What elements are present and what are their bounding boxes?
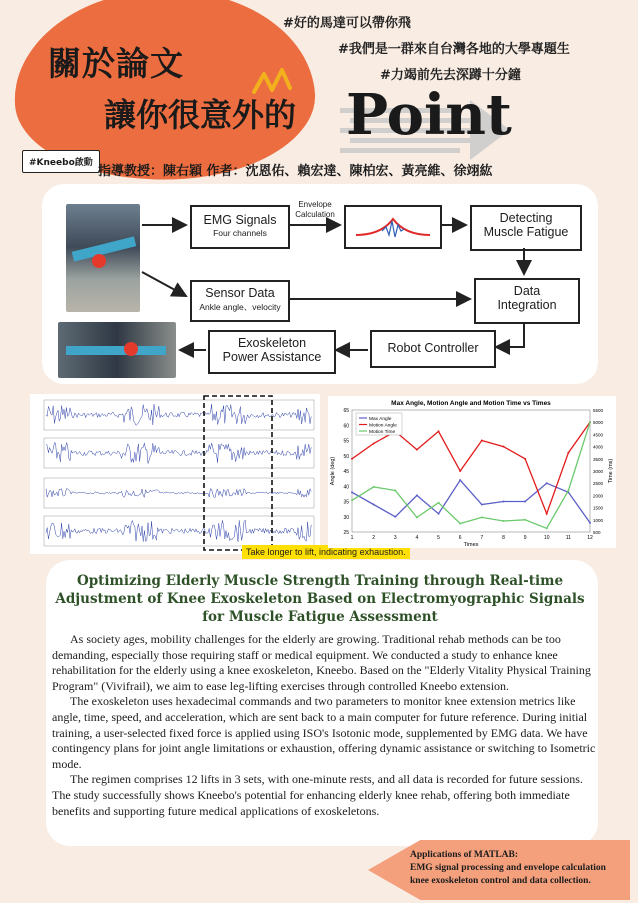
paper-body: [52, 632, 600, 819]
y-tick-label: 50: [343, 453, 349, 460]
data-point: [416, 516, 418, 518]
x-tick-label: 9: [523, 535, 527, 541]
data-point: [589, 522, 591, 524]
x-tick-label: 12: [587, 535, 593, 541]
x-tick-label: 7: [480, 535, 484, 541]
data-point: [438, 430, 440, 432]
data-point: [351, 499, 353, 501]
y2-tick-label: 4500: [593, 432, 604, 438]
hashtag-2: #我們是一群來自台灣各地的大學專題生: [338, 42, 570, 57]
x-tick-label: 4: [415, 535, 419, 541]
y-tick-label: 35: [343, 499, 349, 506]
y-tick-label: 40: [343, 484, 349, 491]
data-integration-line1: Data: [513, 284, 541, 298]
data-point: [589, 421, 591, 423]
chart-title: Max Angle, Motion Angle and Motion Time vs Times: [391, 400, 551, 407]
emg-signals-title: EMG Signals: [203, 213, 277, 227]
data-point: [438, 502, 440, 504]
data-point: [546, 527, 548, 529]
y-tick-label: 65: [343, 408, 349, 414]
data-point: [524, 519, 526, 521]
y-axis-label: Angle (deg): [330, 456, 336, 486]
kneebo-badge: #Kneebo啟動: [22, 150, 100, 173]
emg-signal-panel: [30, 394, 320, 554]
paper-title-line2: Adjustment of Knee Exoskeleton Based on Electromyographic Signals: [55, 591, 585, 607]
paper-paragraph-1: As society ages, mobility challenges for the elderly are growing. Traditional rehab methods can be too demanding, especially those requiring staff or medical equipment. We conducted a study to enhance knee rehabilitation for the elderly using a knee exoskeleton, Kneebo. Based on the "Elderly Vitality Physical Training Program" (Vivifrail), we aim to ease leg-lifting exercises through controlled Kneebo extension.: [52, 632, 591, 693]
data-point: [373, 443, 375, 445]
data-point: [373, 504, 375, 506]
exhaustion-note: Take longer to lift, indicating exhaustion.: [242, 545, 410, 559]
y-tick-label: 30: [343, 514, 349, 521]
page-title-line2: 讓你很意外的: [104, 96, 297, 134]
page-title-point: Point: [346, 82, 512, 148]
page-title-line1: 關於論文: [48, 44, 184, 83]
detecting-fatigue-line2: Muscle Fatigue: [483, 225, 569, 239]
matlab-note-line2: EMG signal processing and envelope calculation: [410, 863, 606, 873]
data-point: [394, 490, 396, 492]
detecting-fatigue-line1: Detecting: [499, 211, 553, 225]
y2-tick-label: 5500: [593, 408, 604, 413]
legend-label: Motion Angle: [369, 423, 397, 429]
x-tick-label: 1: [350, 535, 354, 541]
sensor-data-sub: Ankle angle、velocity: [199, 302, 281, 312]
paper-paragraph-3: The regimen comprises 12 lifts in 3 sets, with one-minute rests, and all data is recorded for future sessions. The study successfully shows Kneebo's potential for enhancing elderly knee rehab, offering both immediate benefits and supporting future medical applications of exoskeletons.: [52, 772, 583, 818]
legend-label: Max Angle: [369, 416, 392, 422]
data-point: [502, 501, 504, 503]
data-point: [567, 452, 569, 454]
y2-tick-label: 3000: [593, 469, 604, 474]
data-point: [502, 446, 504, 448]
hashtag-1: #好的馬達可以帶你飛: [283, 16, 411, 31]
x-axis-label: Times: [463, 542, 479, 548]
y-tick-label: 60: [343, 423, 349, 430]
emg-signals-sub: Four channels: [213, 228, 267, 238]
y2-tick-label: 500: [593, 530, 601, 535]
envelope-label-line1: Envelope: [298, 200, 332, 209]
data-point: [351, 491, 353, 493]
x-tick-label: 5: [437, 535, 440, 541]
sensor-data-title: Sensor Data: [205, 286, 275, 300]
angle-time-chart: [328, 396, 616, 548]
legend-label: Motion Time: [369, 429, 396, 435]
x-tick-label: 8: [502, 535, 505, 541]
data-point: [416, 449, 418, 451]
data-point: [524, 501, 526, 503]
x-tick-label: 10: [543, 535, 550, 541]
y2-axis-label: Time (ms): [608, 458, 614, 484]
data-point: [416, 494, 418, 496]
y2-tick-label: 2000: [593, 493, 604, 499]
data-point: [546, 513, 548, 515]
paper-title: [50, 572, 590, 626]
y2-tick-label: 4000: [593, 444, 604, 450]
data-point: [481, 516, 483, 518]
x-tick-label: 6: [458, 535, 462, 541]
paper-title-line1: Optimizing Elderly Muscle Strength Training through Real-time: [76, 573, 564, 589]
authors-line: 指導教授：陳右穎 作者：沈恩佑、賴宏達、陳柏宏、黃亮維、徐翊紘: [98, 164, 493, 179]
paper-title-line3: for Muscle Fatigue Assessment: [202, 609, 438, 625]
y2-tick-label: 3500: [593, 456, 604, 462]
exoskeleton-line1: Exoskeleton: [237, 336, 307, 350]
x-tick-label: 3: [393, 535, 397, 541]
data-point: [351, 458, 353, 460]
data-point: [481, 440, 483, 442]
hashtag-3: #力竭前先去深蹲十分鐘: [380, 68, 521, 83]
data-point: [438, 513, 440, 515]
y-tick-label: 55: [343, 438, 349, 445]
x-tick-label: 11: [565, 535, 571, 541]
chart-legend: [356, 413, 402, 435]
exoskeleton-line2: Power Assistance: [222, 350, 322, 364]
y2-tick-label: 2500: [593, 481, 604, 487]
y-tick-label: 25: [343, 530, 349, 536]
matlab-note-line3: knee exoskeleton control and data collection.: [410, 876, 591, 886]
workflow-arrows: [0, 0, 638, 400]
data-point: [459, 522, 461, 524]
data-point: [524, 458, 526, 460]
paper-paragraph-2: The exoskeleton uses hexadecimal commands and two parameters to monitor knee extension metrics like angle, time, speed, and acceleration, which are sent back to a main computer for future reference. During initial training, a user-selected fixed force is applied using ISO's Isotonic mode, supplemented by EMG data. We have contingency plans for joint angle limitations or exhaustion, offering dynamic assistance or switching to Isometric mode.: [52, 694, 596, 771]
data-point: [567, 490, 569, 492]
y2-tick-label: 1500: [593, 505, 604, 511]
data-point: [546, 482, 548, 484]
data-integration-line2: Integration: [497, 298, 557, 312]
y2-tick-label: 5000: [593, 420, 604, 426]
matlab-note: [410, 849, 606, 888]
matlab-note-line1: Applications of MATLAB:: [410, 850, 519, 860]
envelope-label-line2: Calculation: [295, 210, 335, 219]
data-point: [459, 479, 461, 481]
data-point: [502, 520, 504, 522]
data-point: [481, 504, 483, 506]
data-point: [459, 470, 461, 472]
robot-controller-label: Robot Controller: [387, 341, 479, 355]
y-tick-label: 45: [343, 469, 349, 475]
y2-tick-label: 1000: [593, 517, 604, 523]
data-point: [394, 516, 396, 518]
x-tick-label: 2: [372, 535, 376, 541]
data-point: [373, 486, 375, 488]
